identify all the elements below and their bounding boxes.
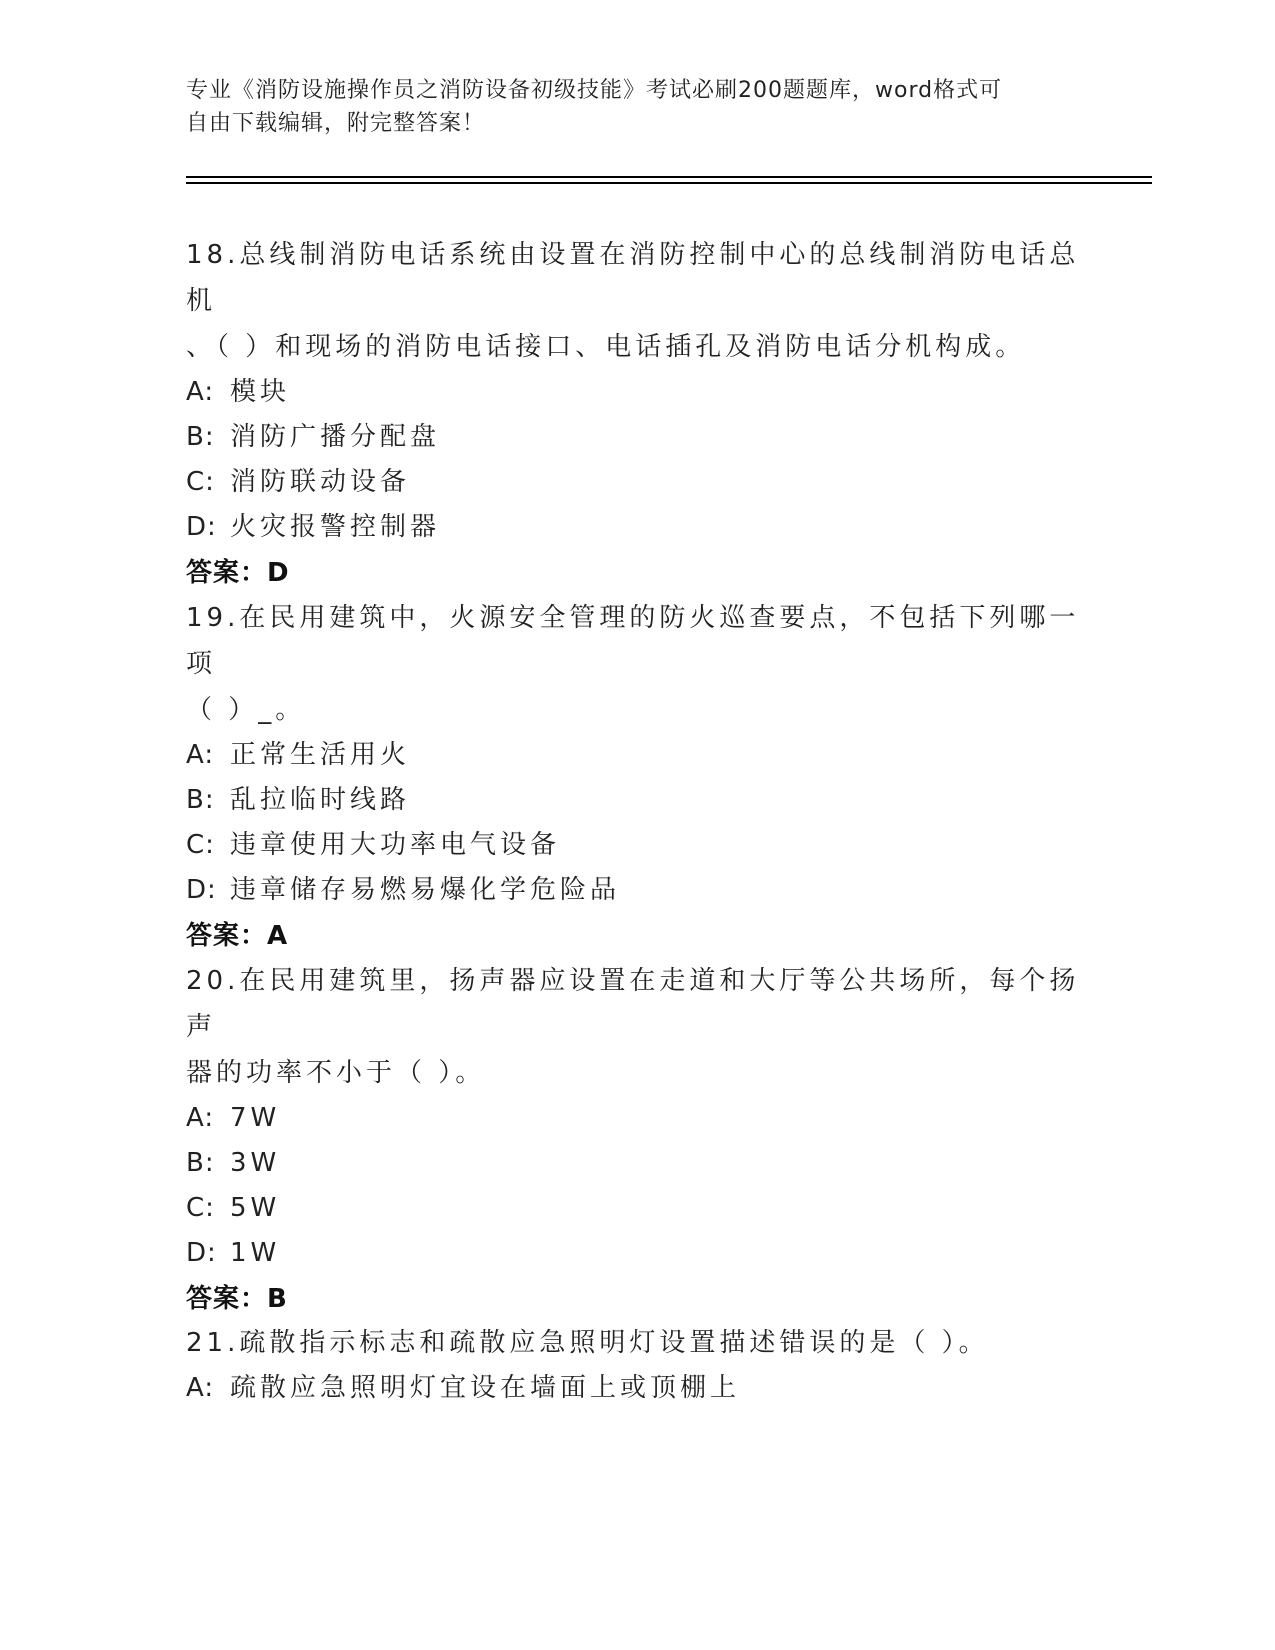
question-19	[186, 595, 1086, 959]
answer: 答案：A	[186, 921, 289, 951]
option-key: D:	[186, 1238, 217, 1268]
question-21	[186, 1320, 1086, 1411]
option-key: C:	[186, 467, 215, 497]
option-key: D:	[186, 875, 217, 905]
option-text: 乱拉临时线路	[230, 785, 411, 815]
option-text: 1W	[230, 1238, 281, 1268]
question-stem-line-1: 21.疏散指示标志和疏散应急照明灯设置描述错误的是（ ）。	[186, 1328, 989, 1358]
option-c	[186, 823, 1086, 868]
header-line-1: 专业《消防设施操作员之消防设备初级技能》考试必刷200题题库，word格式可	[186, 78, 1003, 103]
question-18	[186, 232, 1086, 596]
answer: 答案：B	[186, 1284, 288, 1314]
option-b	[186, 778, 1086, 823]
option-text: 消防广播分配盘	[230, 422, 441, 452]
option-text: 5W	[230, 1193, 281, 1223]
question-stem-line-2: 、（ ）和现场的消防电话接口、电话插孔及消防电话分机构成。	[186, 332, 1026, 362]
option-key: B:	[186, 785, 215, 815]
option-d	[186, 1231, 1086, 1276]
option-text: 违章储存易燃易爆化学危险品	[230, 875, 621, 905]
option-b	[186, 1141, 1086, 1186]
question-stem-line-1: 20.在民用建筑里，扬声器应设置在走道和大厅等公共场所，每个扬声	[186, 966, 1080, 1042]
option-key: A:	[186, 740, 215, 770]
option-b	[186, 415, 1086, 460]
option-text: 疏散应急照明灯宜设在墙面上或顶棚上	[230, 1373, 741, 1403]
option-key: D:	[186, 512, 217, 542]
option-text: 7W	[230, 1103, 281, 1133]
option-key: A:	[186, 377, 215, 407]
option-text: 正常生活用火	[230, 740, 411, 770]
option-a	[186, 733, 1086, 778]
option-a	[186, 370, 1086, 415]
option-text: 模块	[230, 377, 291, 407]
option-text: 消防联动设备	[230, 467, 411, 497]
document-header	[186, 74, 1066, 140]
option-key: C:	[186, 1193, 215, 1223]
header-line-2: 自由下载编辑，附完整答案！	[186, 111, 486, 136]
option-c	[186, 460, 1086, 505]
option-key: B:	[186, 1148, 215, 1178]
option-key: C:	[186, 830, 215, 860]
option-c	[186, 1186, 1086, 1231]
option-d	[186, 868, 1086, 913]
option-key: B:	[186, 422, 215, 452]
question-stem-line-1: 19.在民用建筑中，火源安全管理的防火巡查要点，不包括下列哪一项	[186, 603, 1080, 679]
answer: 答案：D	[186, 558, 290, 588]
header-divider-bottom	[186, 182, 1152, 184]
question-stem-line-2: （ ）_。	[186, 695, 306, 725]
option-d	[186, 505, 1086, 550]
option-key: A:	[186, 1373, 215, 1403]
option-key: A:	[186, 1103, 215, 1133]
option-a	[186, 1096, 1086, 1141]
question-20	[186, 958, 1086, 1322]
option-text: 3W	[230, 1148, 281, 1178]
header-divider-top	[186, 176, 1152, 178]
question-stem-line-2: 器的功率不小于（ ）。	[186, 1058, 486, 1088]
option-text: 违章使用大功率电气设备	[230, 830, 561, 860]
option-a	[186, 1366, 1086, 1411]
option-text: 火灾报警控制器	[230, 512, 441, 542]
question-stem-line-1: 18.总线制消防电话系统由设置在消防控制中心的总线制消防电话总机	[186, 240, 1080, 316]
